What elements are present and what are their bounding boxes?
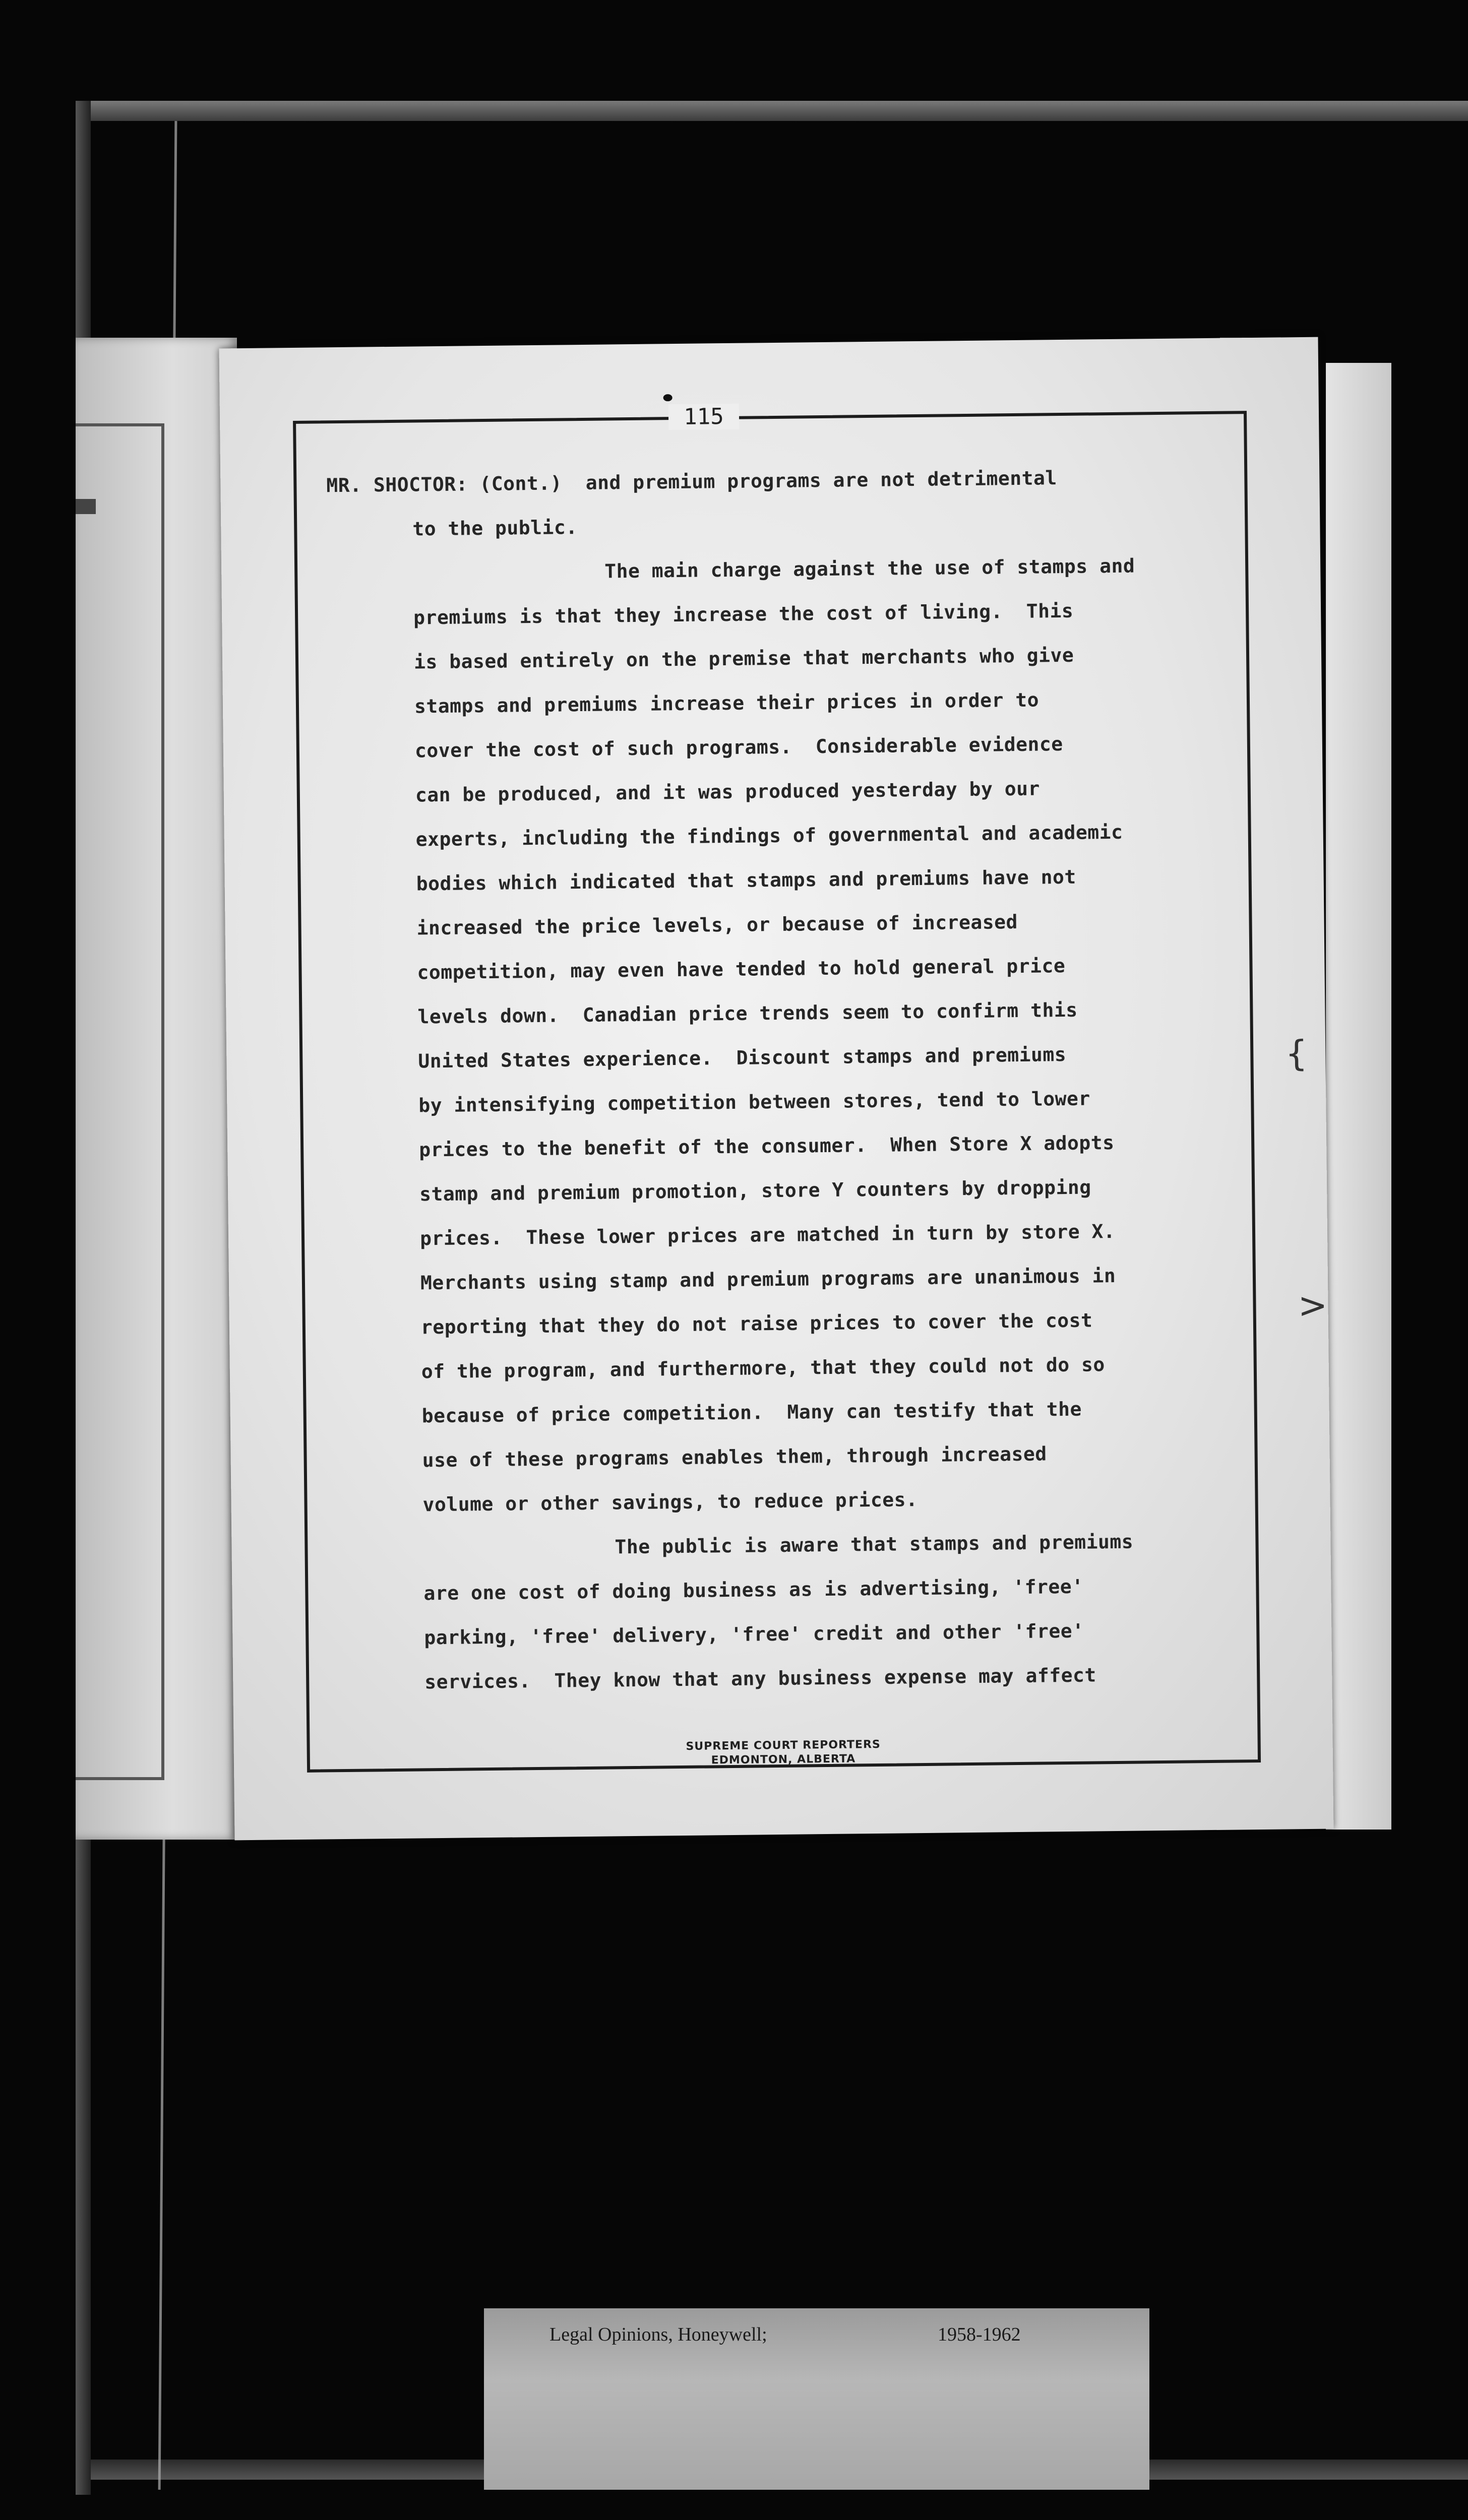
text-line: parking, 'free' delivery, 'free' credit and other 'free' — [424, 1619, 1084, 1649]
text-line: use of these programs enables them, through increased — [422, 1442, 1047, 1472]
text-line: experts, including the findings of governmental and academic — [415, 821, 1123, 851]
text-line: competition, may even have tended to hold general price — [417, 954, 1066, 984]
film-top-edge — [76, 101, 1468, 121]
label-years: 1958-1962 — [938, 2324, 1021, 2345]
text-line: because of price competition. Many can testify that the — [421, 1398, 1082, 1427]
footer-line: SUPREME COURT REPORTERS — [686, 1738, 881, 1753]
text-line: premiums is that they increase the cost of living. This — [413, 599, 1074, 629]
left-page-mark — [76, 499, 96, 514]
text-line: prices. These lower prices are matched in turn by store X. — [419, 1220, 1116, 1250]
text-line: can be produced, and it was produced yesterday by our — [415, 777, 1041, 806]
text-line: services. They know that any business expense may affect — [424, 1664, 1096, 1693]
text-line: of the program, and furthermore, that they could not do so — [421, 1353, 1105, 1383]
text-line: volume or other savings, to reduce prices. — [422, 1488, 918, 1516]
text-line: The main charge against the use of stamps and — [604, 554, 1135, 583]
text-line: by intensifying competition between stores, tend to lower — [418, 1087, 1091, 1117]
text-line: prices to the benefit of the consumer. When Store X adopts — [419, 1131, 1115, 1161]
text-line: MR. SHOCTOR: (Cont.) and premium programs are not detrimental — [326, 467, 1058, 497]
text-line: is based entirely on the premise that merchants who give — [413, 644, 1074, 673]
text-line: cover the cost of such programs. Considerable evidence — [414, 733, 1063, 762]
transcript-body — [326, 454, 1247, 1705]
page-number: 115 — [668, 404, 740, 430]
margin-brace-mark: { — [1284, 1032, 1308, 1075]
text-line: United States experience. Discount stamps and premiums — [418, 1043, 1067, 1073]
text-line: stamp and premium promotion, store Y counters by dropping — [419, 1176, 1091, 1206]
right-page-edge — [1326, 363, 1391, 1830]
left-page-frame — [76, 423, 164, 1780]
text-line: bodies which indicated that stamps and premiums have not — [416, 865, 1077, 895]
transcript-page — [219, 337, 1334, 1841]
ink-dot — [663, 394, 672, 401]
text-line: stamps and premiums increase their prices in order to — [414, 688, 1039, 718]
label-title: Legal Opinions, Honeywell; — [549, 2324, 767, 2345]
text-line: are one cost of doing business as is advertising, 'free' — [423, 1575, 1084, 1605]
text-line: increased the price levels, or because of increased — [416, 910, 1018, 939]
footer-line: EDMONTON, ALBERTA — [711, 1752, 856, 1767]
text-line: reporting that they do not raise prices to cover the cost — [420, 1309, 1093, 1339]
archive-label-card — [484, 2308, 1149, 2490]
text-line: The public is aware that stamps and premiums — [615, 1530, 1134, 1558]
text-line: to the public. — [412, 516, 578, 540]
text-line: levels down. Canadian price trends seem to confirm this — [417, 998, 1078, 1028]
text-line: Merchants using stamp and premium programs are unanimous in — [420, 1264, 1116, 1294]
margin-chevron-mark: > — [1298, 1284, 1328, 1327]
